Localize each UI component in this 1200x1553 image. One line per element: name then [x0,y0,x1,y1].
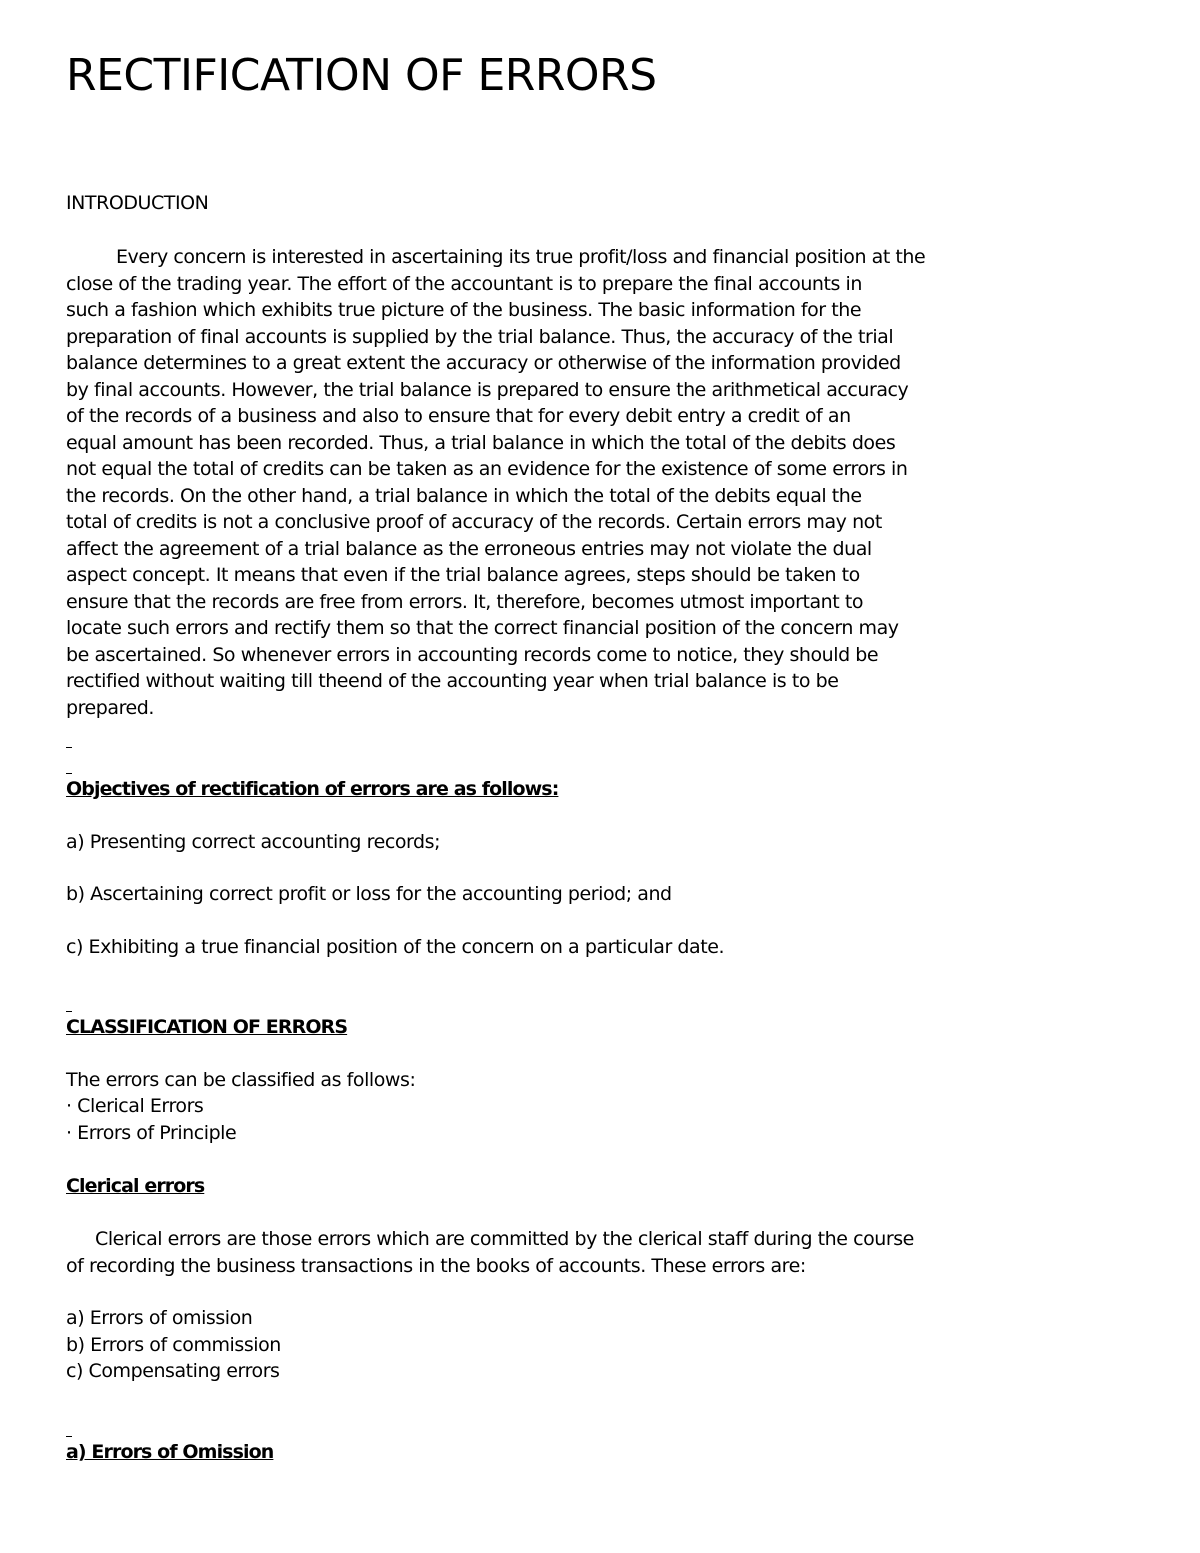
classification-item: · Clerical Errors [66,1095,204,1117]
paragraph-line: Clerical errors are those errors which are committed by the clerical staff during the course [95,1228,914,1250]
classification-list [66,1093,236,1146]
clerical-error-item: c) Compensating errors [66,1360,280,1382]
classification-heading: CLASSIFICATION OF ERRORS [66,1016,348,1038]
paragraph-line: the records. On the other hand, a trial balance in which the total of the debits equal the [66,484,862,507]
objective-item: b) Ascertaining correct profit or loss for the accounting period; and [66,883,672,905]
objectives-heading: Objectives of rectification of errors are as follows: [66,778,559,800]
classification-item: · Errors of Principle [66,1121,237,1144]
paragraph-line: be ascertained. So whenever errors in accounting records come to notice, they should be [66,643,879,666]
introduction-heading: INTRODUCTION [66,192,209,214]
clerical-errors-heading: Clerical errors [66,1175,205,1197]
document-title: RECTIFICATION OF ERRORS [66,50,657,101]
paragraph-line: prepared. [66,696,154,719]
paragraph-line: locate such errors and rectify them so that the correct financial position of the concern may [66,617,899,639]
paragraph-line: of the records of a business and also to ensure that for every debit entry a credit of an [66,405,851,427]
clerical-error-item: a) Errors of omission [66,1307,253,1329]
clerical-errors-list [66,1305,281,1385]
paragraph-line: rectified without waiting till theend of the accounting year when trial balance is to be [66,670,839,692]
paragraph-line: of recording the business transactions in the books of accounts. These errors are: [66,1254,806,1277]
paragraph-line: aspect concept. It means that even if the trial balance agrees, steps should be taken to [66,564,860,586]
paragraph-line: preparation of final accounts is supplied by the trial balance. Thus, the accuracy of the trial [66,325,894,348]
paragraph-line: not equal the total of credits can be taken as an evidence for the existence of some errors in [66,458,908,480]
empty-line-marker [66,747,72,748]
paragraph-line: such a fashion which exhibits true picture of the business. The basic information for the [66,299,862,321]
paragraph-line: balance determines to a great extent the accuracy or otherwise of the information provided [66,352,901,374]
classification-intro: The errors can be classified as follows: [66,1069,416,1091]
clerical-error-item: b) Errors of commission [66,1333,281,1356]
introduction-paragraph [66,244,1066,721]
paragraph-line: Every concern is interested in ascertaining its true profit/loss and financial position at the [116,246,926,268]
paragraph-line: affect the agreement of a trial balance as the erroneous entries may not violate the dual [66,537,872,560]
paragraph-line: close of the trading year. The effort of the accountant is to prepare the final accounts in [66,272,862,295]
paragraph-line: total of credits is not a conclusive proof of accuracy of the records. Certain errors may not [66,511,882,533]
clerical-errors-paragraph [66,1226,1066,1279]
empty-line-marker [66,1011,72,1012]
empty-line-marker [66,773,72,774]
paragraph-line: equal amount has been recorded. Thus, a trial balance in which the total of the debits does [66,431,896,454]
objective-item: a) Presenting correct accounting records; [66,831,441,853]
paragraph-line: by final accounts. However, the trial balance is prepared to ensure the arithmetical accuracy [66,378,909,401]
paragraph-line: ensure that the records are free from errors. It, therefore, becomes utmost important to [66,590,863,613]
errors-of-omission-heading: a) Errors of Omission [66,1441,274,1463]
objective-item: c) Exhibiting a true financial position of the concern on a particular date. [66,936,725,958]
empty-line-marker [66,1436,72,1437]
